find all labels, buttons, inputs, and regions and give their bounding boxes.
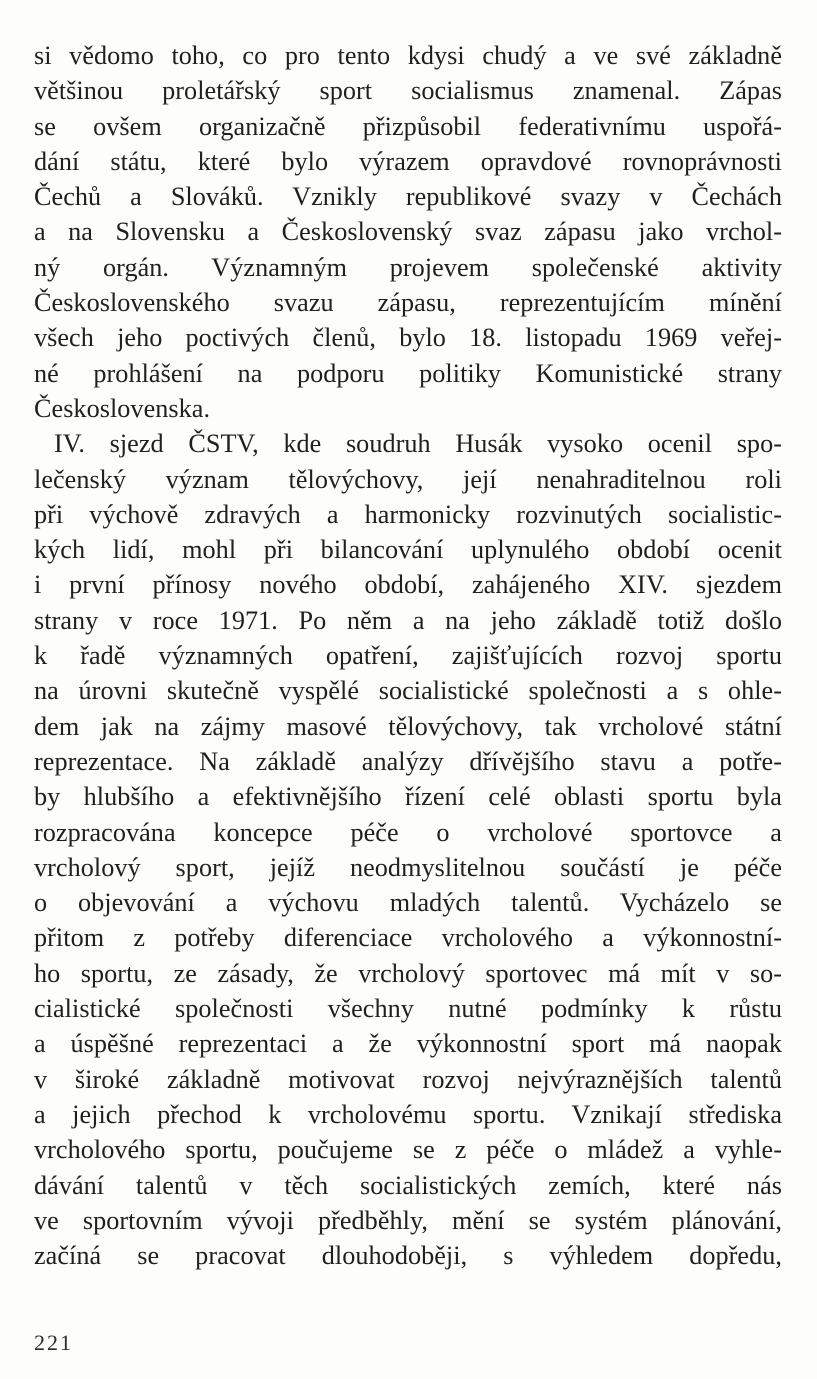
text-line: všech jeho poctivých členů, bylo 18. listopadu 1969 veřej-	[34, 323, 782, 353]
text-line: cialistické společnosti všechny nutné podmínky k růstu	[34, 994, 782, 1024]
text-line: ný orgán. Významným projevem společenské aktivity	[34, 252, 782, 282]
body-text	[34, 38, 782, 1273]
page-number: 221	[34, 1330, 73, 1355]
text-line: i první přínosy nového období, zahájeného XIV. sjezdem	[34, 570, 782, 600]
text-line: kých lidí, mohl při bilancování uplynulého období ocenit	[34, 535, 782, 565]
text-line: o objevování a výchovu mladých talentů. Vycházelo se	[34, 888, 782, 918]
text-line: reprezentace. Na základě analýzy dřívějšího stavu a potře-	[34, 746, 782, 776]
text-line: si vědomo toho, co pro tento kdysi chudý a ve své základně	[34, 41, 782, 70]
text-line: a úspěšné reprezentaci a že výkonnostní sport má naopak	[34, 1029, 782, 1059]
text-line: a jejich přechod k vrcholovému sportu. Vznikají střediska	[34, 1099, 782, 1129]
text-line: při výchově zdravých a harmonicky rozvinutých socialistic-	[34, 499, 782, 529]
text-line: dání státu, které bylo výrazem opravdové rovnoprávnosti	[34, 146, 782, 176]
text-line: většinou proletářský sport socialismus znamenal. Zápas	[34, 76, 782, 106]
text-line: rozpracována koncepce péče o vrcholové sportovce a	[34, 817, 782, 847]
text-line: ve sportovním vývoji předběhly, mění se systém plánování,	[34, 1205, 782, 1235]
text-line: Čechů a Slováků. Vznikly republikové svazy v Čechách	[34, 182, 782, 212]
text-line: strany v roce 1971. Po něm a na jeho základě totiž došlo	[34, 605, 782, 635]
text-line: se ovšem organizačně přizpůsobil federativnímu uspořá-	[34, 111, 782, 141]
text-line: vrcholový sport, jejíž neodmyslitelnou součástí je péče	[34, 852, 782, 882]
text-line: vrcholového sportu, poučujeme se z péče o mládež a vyhle-	[34, 1135, 782, 1165]
text-line: ho sportu, ze zásady, že vrcholový sportovec má mít v so-	[34, 958, 782, 988]
text-line: dem jak na zájmy masové tělovýchovy, tak vrcholové státní	[34, 711, 782, 741]
text-line: začíná se pracovat dlouhodoběji, s výhledem dopředu,	[34, 1241, 782, 1271]
text-line: IV. sjezd ČSTV, kde soudruh Husák vysoko ocenil spo-	[54, 429, 782, 459]
text-line: Československého svazu zápasu, reprezentujícím mínění	[34, 288, 782, 318]
text-line: přitom z potřeby diferenciace vrcholového a výkonnostní-	[34, 923, 782, 953]
text-line: dávání talentů v těch socialistických zemích, které nás	[34, 1170, 782, 1200]
text-line: by hlubšího a efektivnějšího řízení celé oblasti sportu byla	[34, 782, 782, 812]
text-line: na úrovni skutečně vyspělé socialistické společnosti a s ohle-	[34, 676, 782, 706]
text-line: k řadě významných opatření, zajišťujících rozvoj sportu	[34, 641, 782, 671]
text-line: lečenský význam tělovýchovy, její nenahraditelnou roli	[34, 464, 782, 494]
text-line: v široké základně motivovat rozvoj nejvýraznějších talentů	[34, 1064, 782, 1094]
text-line: a na Slovensku a Československý svaz zápasu jako vrchol-	[34, 217, 782, 247]
text-line: Československa.	[34, 393, 211, 423]
text-line: né prohlášení na podporu politiky Komunistické strany	[34, 358, 782, 388]
